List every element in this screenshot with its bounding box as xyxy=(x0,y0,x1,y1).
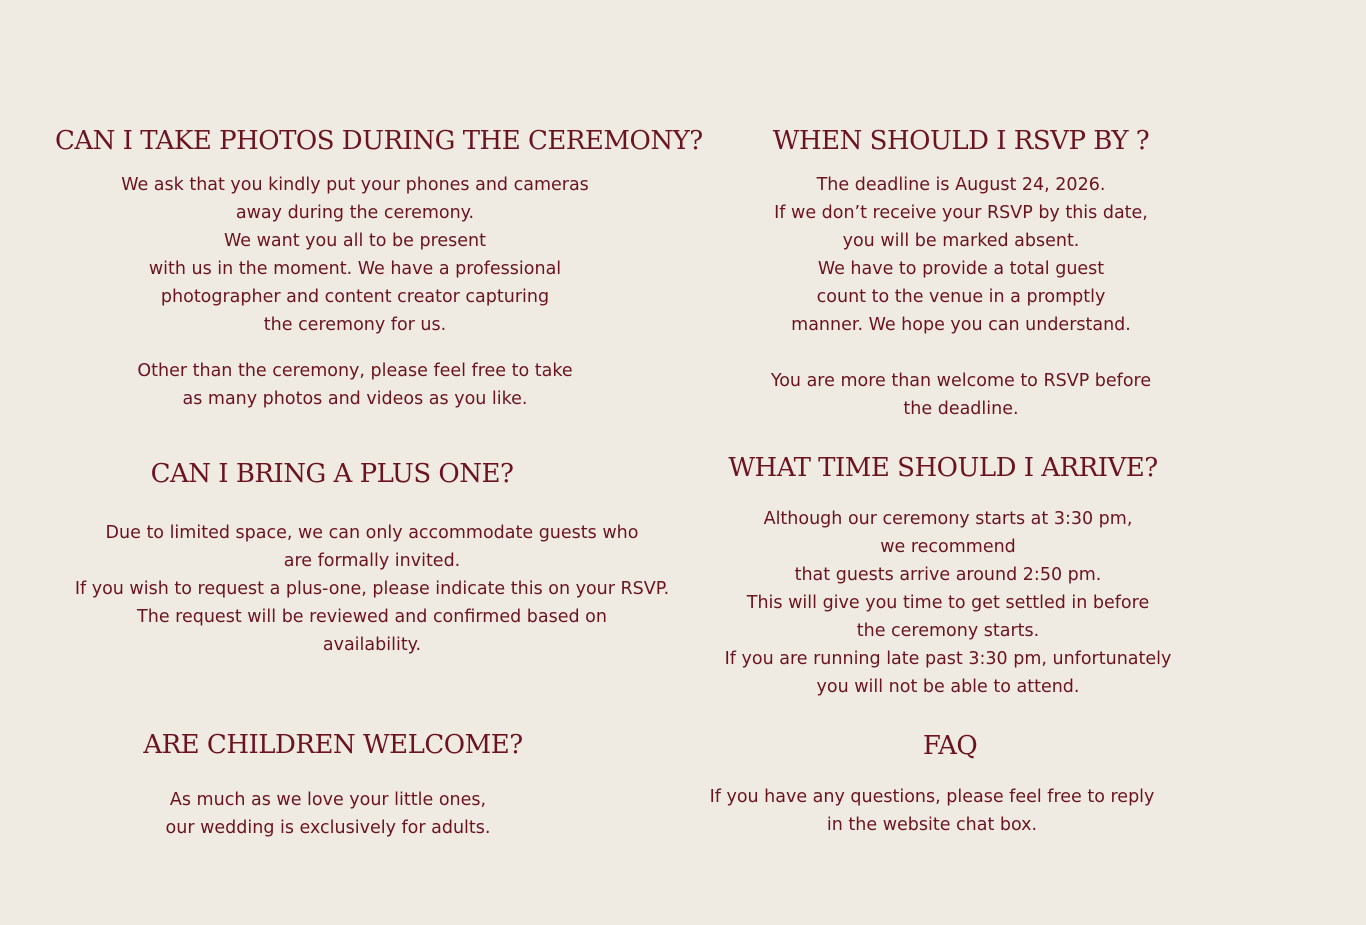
faq-arrival xyxy=(698,453,1198,701)
faq-photos-answer-extra: Other than the ceremony, please feel free to take as many photos and videos as you like. xyxy=(137,361,573,409)
faq-general xyxy=(682,731,1182,839)
faq-plus-one-question: CAN I BRING A PLUS ONE? xyxy=(150,459,514,489)
faq-arrival-answer: Although our ceremony starts at 3:30 pm, we recommend that guests arrive around 2:50 pm. This will give you time to get settled in before the ceremony starts. If you are running late past 3:30 pm, unfortunately you will not be able to attend. xyxy=(724,509,1172,697)
faq-plus-one xyxy=(22,459,722,659)
faq-rsvp xyxy=(711,126,1211,423)
faq-children xyxy=(78,730,578,842)
faq-rsvp-question: WHEN SHOULD I RSVP BY ? xyxy=(772,126,1150,156)
faq-rsvp-answer-extra: You are more than welcome to RSVP before the deadline. xyxy=(770,371,1152,419)
faq-arrival-question: WHAT TIME SHOULD I ARRIVE? xyxy=(728,453,1158,483)
faq-general-question: FAQ xyxy=(922,731,978,761)
faq-children-answer: As much as we love your little ones, our wedding is exclusively for adults. xyxy=(165,790,491,838)
faq-photos xyxy=(55,126,703,413)
faq-general-answer: If you have any questions, please feel free to reply in the website chat box. xyxy=(709,787,1155,835)
faq-children-question: ARE CHILDREN WELCOME? xyxy=(143,730,523,760)
faq-photos-answer: We ask that you kindly put your phones and cameras away during the ceremony. We want you all to be present with us in the moment. We have a professional photographer and content creator capturing the ceremony for us. xyxy=(121,175,589,335)
faq-rsvp-answer: The deadline is August 24, 2026. If we don’t receive your RSVP by this date, you will be marked absent. We have to provide a total guest count to the venue in a promptly manner. We hope you can understand. xyxy=(774,175,1148,335)
faq-plus-one-answer: Due to limited space, we can only accommodate guests who are formally invited. If you wish to request a plus-one, please indicate this on your RSVP. The request will be reviewed and confirmed based on availability. xyxy=(74,523,670,655)
faq-photos-question: CAN I TAKE PHOTOS DURING THE CEREMONY? xyxy=(55,126,703,156)
